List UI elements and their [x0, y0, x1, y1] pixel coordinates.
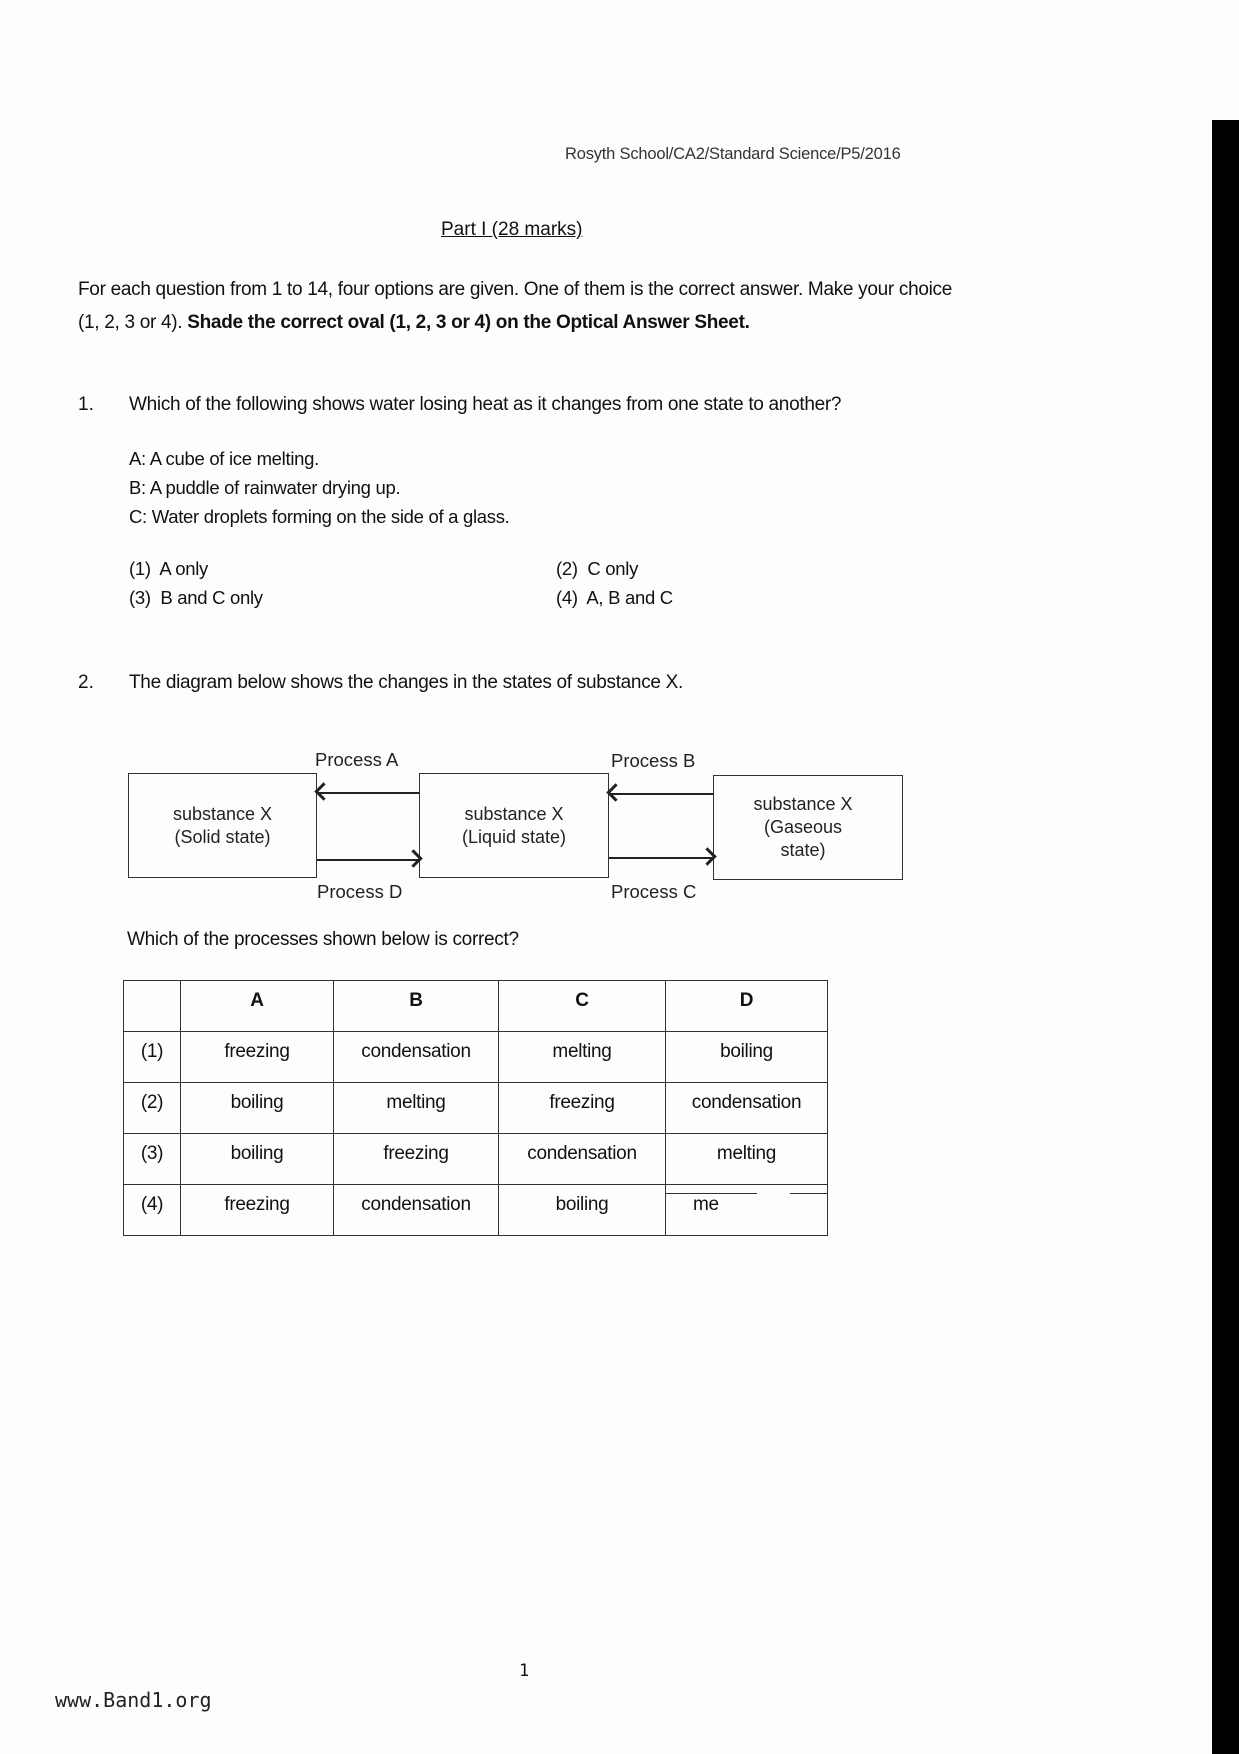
- arrow-right-icon: [317, 859, 418, 861]
- page-number: 1: [519, 1661, 530, 1681]
- document-reference: Rosyth School/CA2/Standard Science/P5/2016: [565, 145, 901, 163]
- question-number: 2.: [78, 672, 94, 693]
- process-b-label: Process B: [611, 750, 696, 771]
- table-cell: condensation: [334, 1185, 499, 1236]
- statement-a: A: A cube of ice melting.: [129, 448, 319, 469]
- option-number: (2): [556, 558, 578, 579]
- question-number: 1.: [78, 394, 94, 415]
- box-label: substance X: [464, 803, 564, 824]
- table-cell: boiling: [499, 1185, 666, 1236]
- section-instructions: [78, 274, 978, 339]
- box-state-cont: state): [780, 840, 826, 860]
- process-options-table: [123, 980, 828, 1236]
- arrow-left-icon: [319, 792, 419, 794]
- table-cell: freezing: [499, 1083, 666, 1134]
- option-text: C only: [587, 558, 639, 579]
- table-cell: condensation: [666, 1083, 828, 1134]
- option-4: [556, 587, 673, 609]
- table-cell: melting: [666, 1134, 828, 1185]
- box-label: substance X: [172, 803, 273, 824]
- table-header-cell: D: [666, 981, 828, 1032]
- option-number: (4): [556, 587, 578, 608]
- box-label: substance X: [753, 794, 853, 814]
- table-row: [124, 1083, 828, 1134]
- table-header-cell: B: [334, 981, 499, 1032]
- solid-state-box: [128, 773, 317, 878]
- partial-border: [665, 1193, 757, 1194]
- row-label: (3): [124, 1134, 181, 1185]
- arrow-right-icon: [609, 857, 712, 859]
- table-row: [124, 1134, 828, 1185]
- arrow-left-icon: [611, 793, 713, 795]
- process-d-label: Process D: [317, 881, 403, 902]
- question-prompt: Which of the processes shown below is correct?: [127, 929, 519, 950]
- box-state: (Liquid state): [461, 826, 567, 847]
- option-3: [129, 587, 263, 609]
- statement-c: C: Water droplets forming on the side of a glass.: [129, 506, 510, 527]
- row-label: (4): [124, 1185, 181, 1236]
- table-cell: boiling: [181, 1083, 334, 1134]
- option-text: A only: [159, 558, 208, 579]
- table-cell: boiling: [666, 1032, 828, 1083]
- table-header-cell: [124, 981, 181, 1032]
- table-cell: melting: [499, 1032, 666, 1083]
- box-state: (Solid state): [174, 826, 271, 847]
- option-1: [129, 558, 208, 580]
- table-cell: freezing: [181, 1185, 334, 1236]
- table-header-row: [124, 981, 828, 1032]
- table-cell: condensation: [334, 1032, 499, 1083]
- watermark: www.Band1.org: [55, 1688, 212, 1712]
- gaseous-state-box: [713, 775, 903, 880]
- partial-border: [790, 1193, 827, 1194]
- liquid-state-box: [419, 773, 609, 878]
- question-text: The diagram below shows the changes in the states of substance X.: [129, 672, 683, 693]
- section-title: Part I (28 marks): [441, 219, 583, 240]
- table-header-cell: A: [181, 981, 334, 1032]
- box-state: (Gaseous: [763, 817, 843, 837]
- table-cell: condensation: [499, 1134, 666, 1185]
- row-label: (2): [124, 1083, 181, 1134]
- option-number: (1): [129, 558, 151, 579]
- table-cell: freezing: [334, 1134, 499, 1185]
- statement-b: B: A puddle of rainwater drying up.: [129, 477, 401, 498]
- table-cell: melting: [334, 1083, 499, 1134]
- row-label: (1): [124, 1032, 181, 1083]
- table-cell: freezing: [181, 1032, 334, 1083]
- process-c-label: Process C: [611, 881, 697, 902]
- process-a-label: Process A: [315, 749, 399, 770]
- table-row: [124, 1032, 828, 1083]
- instructions-bold-text: Shade the correct oval (1, 2, 3 or 4) on the Optical Answer Sheet.: [187, 311, 750, 333]
- option-2: [556, 558, 638, 580]
- table-header-cell: C: [499, 981, 666, 1032]
- table-cell: boiling: [181, 1134, 334, 1185]
- instructions-text: For each question from 1 to 14, four options are given. One of them is the correct answer. Make your choice (1, 2, 3 or 4).: [78, 279, 953, 333]
- option-text: B and C only: [160, 587, 263, 608]
- option-number: (3): [129, 587, 151, 608]
- question-text: Which of the following shows water losing heat as it changes from one state to another?: [129, 394, 842, 415]
- scan-edge-shadow: [1212, 120, 1239, 1754]
- option-text: A, B and C: [586, 587, 673, 608]
- table-cell-truncated: me: [666, 1185, 828, 1236]
